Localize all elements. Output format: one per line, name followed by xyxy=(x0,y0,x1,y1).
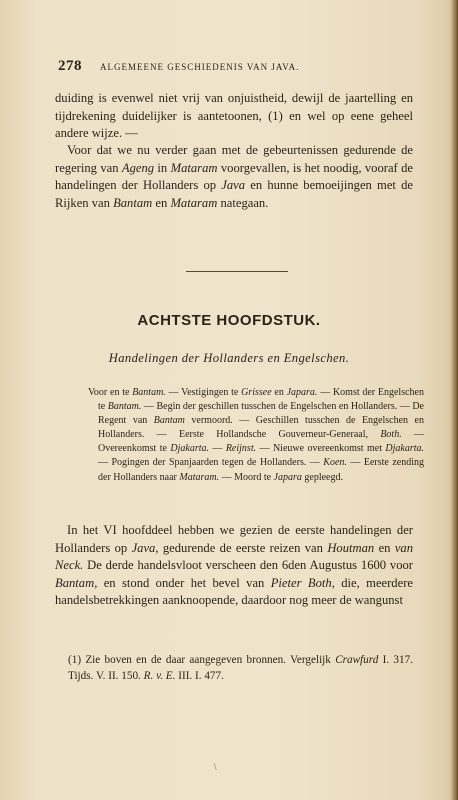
italic-name: Bantam. xyxy=(132,387,166,398)
italic-name: Both. xyxy=(380,429,402,441)
text-run: Voor en te xyxy=(88,387,133,398)
text-run: — Vestigingen te xyxy=(165,387,242,398)
page-edge-shadow xyxy=(450,0,458,800)
text-run: gepleegd. xyxy=(301,471,343,483)
text-run: en hunne bemoeijingen met de Rijken van xyxy=(55,178,413,210)
text-run: vermoord. — Geschillen tusschen de Engelschen en Hollanders. — Eerste Hollandsche Gouverneur-Generaal, xyxy=(98,415,424,441)
text-run: — Nieuwe overeenkomst met xyxy=(256,443,386,455)
italic-name: Mataram xyxy=(170,195,218,210)
italic-name: Djakarta. xyxy=(385,443,424,455)
text-run: in xyxy=(154,160,171,175)
text-run: I. 317. Tijds. V. II. 150. xyxy=(68,654,413,682)
chapter-subtitle: Handelingen der Hollanders en Engelschen. xyxy=(108,351,350,365)
text-run: III. I. 477. xyxy=(175,669,224,682)
text-run: nategaan. xyxy=(217,195,269,210)
italic-name: Djakarta. xyxy=(170,443,209,455)
italic-name: van Neck. xyxy=(55,540,413,573)
text-run: — xyxy=(208,443,226,455)
italic-name: Houtman xyxy=(327,540,375,555)
section-divider xyxy=(186,271,288,272)
italic-name: Bantam. xyxy=(107,401,142,413)
text-run: De derde handelsvloot verscheen den 6den Augustus 1600 voor xyxy=(83,558,413,573)
italic-name: Ageng xyxy=(121,160,155,175)
italic-name: Grissee xyxy=(241,387,272,398)
page-number: 278 xyxy=(58,58,82,74)
paragraph-2 xyxy=(55,142,413,212)
italic-name: Reijnst. xyxy=(225,443,257,455)
text-run: — Eerste zending der Hollanders naar xyxy=(98,457,424,483)
text-run: en xyxy=(152,195,171,210)
italic-name: Bantam xyxy=(153,415,185,427)
text-run: — Pogingen der Spanjaarden tegen de Hollanders. — xyxy=(98,457,324,469)
text-run: Voor dat we nu verder gaan met de gebeurtenissen gedurende de regering van xyxy=(55,143,413,175)
paragraph-1-text: duiding is evenwel niet vrij van onjuistheid, dewijl de jaartelling en tijdrekening duidelijker is aantetoonen, (1) en wel op eene geheel andere wijze. — xyxy=(55,91,413,141)
italic-name: Koen. xyxy=(323,457,347,469)
italic-name: Java xyxy=(221,178,246,193)
footnote xyxy=(68,653,413,684)
text-run: In het VI hoofddeel hebben we gezien de eerste handelingen der Hollanders op xyxy=(55,523,413,555)
running-header xyxy=(58,58,350,75)
running-title: ALGEMEENE GESCHIEDENIS VAN JAVA. xyxy=(100,62,300,72)
italic-name: Bantam xyxy=(113,195,153,210)
text-run: , gedurende de eerste reizen van xyxy=(155,540,328,555)
italic-name: Pieter Both xyxy=(270,575,332,590)
text-run: — Overeenkomst te xyxy=(98,429,424,455)
italic-name: Mataram. xyxy=(179,471,220,483)
paragraph-3 xyxy=(55,522,413,610)
stray-mark: \ xyxy=(214,762,217,772)
text-run: — Moord te xyxy=(219,471,274,483)
text-run: , die, meerdere handelsbetrekkingen aanknoopende, daardoor nog meer de wangunst xyxy=(55,575,413,608)
italic-name: Crawfurd xyxy=(335,654,379,666)
italic-name: Japara. xyxy=(286,387,318,398)
text-run: — Komst der Engelschen te xyxy=(98,387,424,413)
italic-name: Java xyxy=(131,540,156,555)
italic-abbrev: R. v. E. xyxy=(143,669,176,682)
text-run: — Begin der geschillen tusschen de Engelschen en Hollanders. — De Regent van xyxy=(98,401,424,427)
text-run: (1) Zie boven en de daar aangegeven bronnen. Vergelijk xyxy=(68,654,336,666)
paragraph-continued xyxy=(55,90,413,143)
chapter-summary xyxy=(88,386,424,485)
italic-name: Bantam xyxy=(55,575,95,590)
italic-name: Japara xyxy=(273,471,302,483)
text-run: en xyxy=(374,540,395,555)
text-run: voorgevallen, is het noodig, vooraf de handelingen der Hollanders op xyxy=(55,160,414,193)
text-run: , en stond onder het bevel van xyxy=(94,575,271,590)
chapter-title: ACHTSTE HOOFDSTUK. xyxy=(137,312,321,329)
text-run: en xyxy=(271,387,287,398)
italic-name: Mataram xyxy=(170,160,218,175)
